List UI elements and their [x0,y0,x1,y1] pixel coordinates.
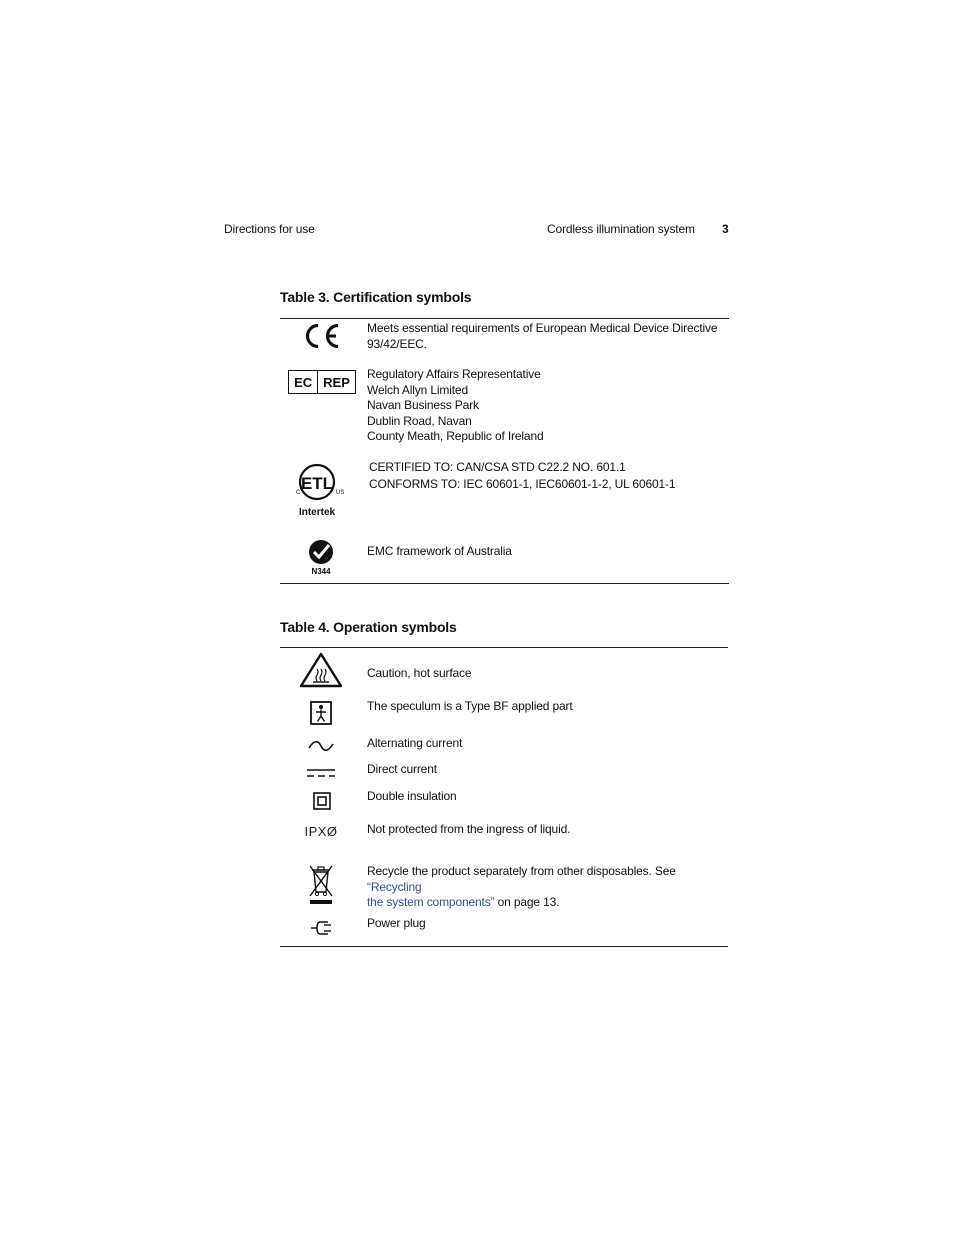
page-number: 3 [722,222,729,236]
table4-row-ipx0: Not protected from the ingress of liquid. [367,822,571,836]
table4-bottom-rule [280,946,728,947]
table3-title: Table 3. Certification symbols [280,289,472,305]
svg-text:US: US [336,490,345,496]
running-header-title: Cordless illumination system [547,222,695,236]
table3-row-ec-rep: Regulatory Affairs Representative Welch Allyn Limited Navan Business Park Dublin Road, Navan County Meath, Republic of Ireland [367,367,544,443]
table3-top-rule [280,318,729,319]
ipx0-icon: IPXØ [304,823,338,839]
svg-text:C: C [296,490,301,496]
double-insulation-icon [312,791,332,811]
table4-row-power-plug: Power plug [367,916,426,930]
direct-current-icon [305,766,337,780]
table4-row-type-bf: The speculum is a Type BF applied part [367,699,573,713]
table3-row-etl: CERTIFIED TO: CAN/CSA STD C22.2 NO. 601.1 CONFORMS TO: IEC 60601-1, IEC60601-1-2, UL 60601-1 [369,460,676,491]
table4-row-dc: Direct current [367,762,437,776]
svg-text:ETL: ETL [300,474,334,493]
table4-row-double-insulation: Double insulation [367,789,457,803]
table3-row-c-tick: EMC framework of Australia [367,544,512,558]
recycling-link[interactable]: “Recycling [367,879,422,894]
type-bf-applied-part-icon [309,700,333,726]
table4-title: Table 4. Operation symbols [280,619,457,635]
hot-surface-warning-icon [296,650,346,690]
weee-recycle-icon [306,864,336,906]
c-tick-icon [302,538,340,578]
svg-text:Intertek: Intertek [298,507,336,518]
table4-row-recycle: Recycle the product separately from other disposables. See “Recycling the system components” on page 13. [367,864,676,909]
table3-row-ce: Meets essential requirements of European Medical Device Directive 93/42/EEC. [367,321,718,351]
svg-text:N344: N344 [311,567,331,576]
ce-mark-icon [296,320,346,352]
alternating-current-icon [306,738,336,754]
power-plug-icon [309,919,333,937]
table3-bottom-rule [280,583,729,584]
running-header-left: Directions for use [224,222,315,236]
etl-intertek-icon [292,460,350,520]
ec-rep-icon: EC REP [293,370,351,394]
table4-top-rule [280,647,728,648]
table4-row-hot-surface: Caution, hot surface [367,666,472,680]
table4-row-ac: Alternating current [367,736,463,750]
recycling-link-continued[interactable]: the system components” [367,895,495,909]
